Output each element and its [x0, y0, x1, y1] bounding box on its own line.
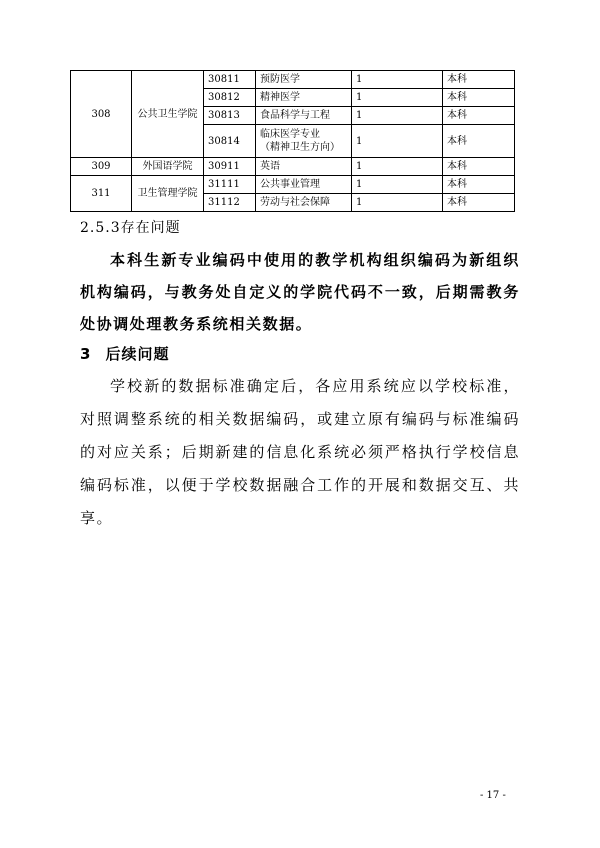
section-3-number: 3 — [80, 345, 92, 363]
major-type-cell: 本科 — [443, 176, 515, 194]
major-code-cell: 30812 — [204, 89, 256, 107]
major-code-cell: 30813 — [204, 107, 256, 125]
major-name-cell: 精神医学 — [256, 89, 352, 107]
major-type-cell: 本科 — [443, 194, 515, 212]
major-code-cell: 30811 — [204, 71, 256, 89]
college-name-cell: 外国语学院 — [132, 158, 204, 176]
major-type-cell: 本科 — [443, 107, 515, 125]
major-count-cell: 1 — [352, 158, 443, 176]
major-name-cell: 食品科学与工程 — [256, 107, 352, 125]
majors-table — [70, 70, 515, 212]
major-name-cell: 公共事业管理 — [256, 176, 352, 194]
major-name-cell — [256, 125, 352, 158]
major-type-cell: 本科 — [443, 158, 515, 176]
major-name-cell: 劳动与社会保障 — [256, 194, 352, 212]
table-row — [71, 158, 515, 176]
college-code-cell: 311 — [71, 176, 132, 212]
major-type-cell: 本科 — [443, 125, 515, 158]
major-name-cell: 英语 — [256, 158, 352, 176]
major-type-cell: 本科 — [443, 89, 515, 107]
major-code-cell: 31112 — [204, 194, 256, 212]
section-3-heading — [80, 343, 169, 364]
major-name-line2: （精神卫生方向） — [260, 142, 340, 153]
section-2-5-3-paragraph: 本科生新专业编码中使用的教学机构组织编码为新组织机构编码，与教务处自定义的学院代码不一致，后期需教务处协调处理教务系统相关数据。 — [80, 251, 520, 333]
college-name-cell: 公共卫生学院 — [132, 71, 204, 158]
major-count-cell: 1 — [352, 176, 443, 194]
major-count-cell: 1 — [352, 194, 443, 212]
major-name-cell: 预防医学 — [256, 71, 352, 89]
table-row — [71, 71, 515, 89]
section-3-title: 后续问题 — [105, 345, 170, 363]
college-code-cell: 308 — [71, 71, 132, 158]
major-code-cell: 30911 — [204, 158, 256, 176]
college-name-cell: 卫生管理学院 — [132, 176, 204, 212]
college-code-cell: 309 — [71, 158, 132, 176]
section-3-paragraph: 学校新的数据标准确定后，各应用系统应以学校标准，对照调整系统的相关数据编码，或建立原有编码与标准编码的对应关系；后期新建的信息化系统必须严格执行学校信息编码标准，以便于学校数据融合工作的开展和数据交互、共享。 — [80, 377, 520, 527]
table-row — [71, 176, 515, 194]
major-count-cell: 1 — [352, 107, 443, 125]
major-type-cell: 本科 — [443, 71, 515, 89]
major-count-cell: 1 — [352, 125, 443, 158]
major-count-cell: 1 — [352, 71, 443, 89]
major-code-cell: 30814 — [204, 125, 256, 158]
page-number: - 17 - — [480, 790, 506, 801]
major-count-cell: 1 — [352, 89, 443, 107]
major-name-line1: 临床医学专业 — [260, 129, 320, 140]
major-code-cell: 31111 — [204, 176, 256, 194]
section-2-5-3-heading: 2.5.3存在问题 — [80, 220, 181, 236]
